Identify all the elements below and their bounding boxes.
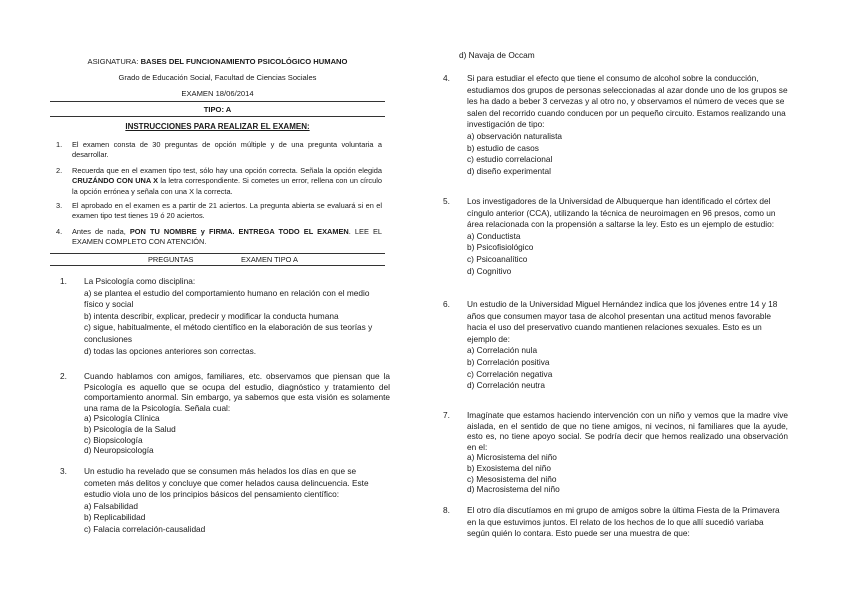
option-d[interactable]: d) Correlación neutra bbox=[467, 380, 545, 391]
question-stem: Un estudio ha revelado que se consumen más helados los días en que se cometen más delitos y concluye que comer helados causa delincuencia. Este estudio viola uno de los principios básicos del pensamiento científico: bbox=[84, 466, 369, 500]
subject-prefix: ASIGNATURA: bbox=[87, 57, 141, 66]
instruction-text bbox=[72, 166, 382, 197]
option-d[interactable]: d) diseño experimental bbox=[467, 165, 551, 176]
option-a[interactable]: a) observación naturalista bbox=[467, 130, 563, 141]
divider bbox=[50, 101, 385, 102]
option-b[interactable]: b) estudio de casos bbox=[467, 142, 539, 153]
instruction-bold: PON TU NOMBRE y FIRMA. ENTREGA TODO EL EXAMEN bbox=[129, 227, 349, 236]
option-a[interactable]: a) Falsabilidad bbox=[84, 500, 138, 511]
instruction-text: El examen consta de 30 preguntas de opción múltiple y de una pregunta voluntaria a desarrollar. bbox=[72, 140, 382, 160]
option-b[interactable]: b) Psicología de la Salud bbox=[84, 423, 176, 434]
instruction-number: 4. bbox=[56, 227, 63, 236]
instruction-number: 3. bbox=[56, 201, 63, 210]
question-stem: Cuando hablamos con amigos, familiares, etc. observamos que piensan que la Psicología es aquello que se ocupa del estudio, diagnóstico y tratamiento del comportamiento anormal. Sin embargo, ya sabemos que esta visión es solamente una rama de la Psicología. Señala cual: bbox=[84, 371, 390, 413]
option-b[interactable]: b) Replicabilidad bbox=[84, 512, 146, 523]
question-number: 5. bbox=[443, 196, 450, 206]
instruction-text bbox=[72, 227, 382, 248]
option-c[interactable]: c) Falacia correlación-causalidad bbox=[84, 523, 206, 534]
question-4 bbox=[443, 73, 788, 177]
question-3 bbox=[60, 466, 390, 536]
option-a[interactable]: a) Microsistema del niño bbox=[467, 452, 557, 463]
instruction-number: 2. bbox=[56, 166, 63, 175]
option-d[interactable]: d) todas las opciones anteriores son correctas. bbox=[84, 345, 257, 356]
question-stem: El otro día discutíamos en mi grupo de amigos sobre la última Fiesta de la Primavera en la que estuvimos juntos. El relato de los hechos de lo que allí sucedió variaba según quién lo contara. Esto puede ser una muestra de que: bbox=[467, 505, 780, 539]
option-a[interactable]: a) Conductista bbox=[467, 230, 521, 241]
question-stem: La Psicología como disciplina: bbox=[84, 276, 196, 286]
question-number: 1. bbox=[60, 276, 67, 286]
question-stem: Los investigadores de la Universidad de Albuquerque han identificado el córtex del cíngulo anterior (CCA), utilizando la técnica de neuroimagen en 96 presos, como un área relacionada con la propensión a saltarse la ley. Esto es un ejemplo de estudio: bbox=[467, 196, 776, 230]
instruction-item bbox=[56, 227, 382, 248]
question-8 bbox=[443, 505, 788, 540]
option-b[interactable]: b) Exosistema del niño bbox=[467, 462, 551, 473]
subject-line bbox=[50, 57, 385, 66]
exam-type-label: EXAMEN TIPO A bbox=[241, 255, 298, 264]
option-a[interactable]: a) se plantea el estudio del comportamiento humano en relación con el medio físico y social bbox=[84, 287, 370, 310]
instruction-bold: CRUZÁNDO CON UNA X bbox=[72, 176, 159, 186]
instruction-item bbox=[56, 140, 382, 161]
instructions-title: INSTRUCCIONES PARA REALIZAR EL EXAMEN: bbox=[125, 122, 310, 131]
instruction-item bbox=[56, 201, 382, 222]
option-d[interactable]: d) Cognitivo bbox=[467, 265, 512, 276]
grade-line: Grado de Educación Social, Facultad de Ciencias Sociales bbox=[118, 73, 317, 82]
option-a[interactable]: a) Psicología Clínica bbox=[84, 413, 160, 424]
question-number: 7. bbox=[443, 410, 450, 420]
question-stem: Imagínate que estamos haciendo intervención con un niño y vemos que la madre vive aislada, en el sentido de que no tiene amigos, ni vecinos, ni familiares que la ayude, esto es, no tiene apoyo social. Se podría decir que hemos realizado una observación en el: bbox=[467, 410, 788, 452]
option-d[interactable]: d) Navaja de Occam bbox=[459, 50, 535, 60]
option-a[interactable]: a) Correlación nula bbox=[467, 345, 538, 356]
questions-header-bar bbox=[50, 253, 385, 266]
option-c[interactable]: c) sigue, habitualmente, el método científico en la elaboración de sus teorías y conclusiones bbox=[84, 322, 373, 344]
divider bbox=[50, 116, 385, 117]
exam-type: TIPO: A bbox=[203, 105, 232, 114]
question-7 bbox=[443, 410, 788, 495]
question-5 bbox=[443, 196, 788, 277]
question-2 bbox=[60, 371, 390, 456]
question-1 bbox=[60, 276, 390, 357]
instruction-text-part: . LEE EL EXAMEN COMPLETO CON ATENCIÓN. bbox=[72, 227, 383, 247]
question-number: 3. bbox=[60, 466, 67, 476]
subject-name: BASES DEL FUNCIONAMIENTO PSICOLÓGICO HUMANO bbox=[140, 57, 348, 66]
option-b[interactable]: b) intenta describir, explicar, predecir y modificar la conducta humana bbox=[84, 310, 339, 321]
instruction-number: 1. bbox=[56, 140, 63, 149]
instruction-text-part: Recuerda que en el examen tipo test, sólo hay una opción correcta. Señala la opción elegida bbox=[72, 166, 382, 175]
option-c[interactable]: c) Biopsicología bbox=[84, 434, 143, 445]
option-b[interactable]: b) Psicofisiológico bbox=[467, 242, 534, 253]
question-stem: Un estudio de la Universidad Miguel Hernández indica que los jóvenes entre 14 y 18 años que consumen mayor tasa de alcohol presentan una actitud menos favorable hacia el uso del preservativo cuando mantienen relaciones sexuales. Esto es un ejemplo de: bbox=[467, 299, 778, 344]
question-number: 6. bbox=[443, 299, 450, 309]
option-d[interactable]: d) Macrosistema del niño bbox=[467, 484, 560, 495]
option-d[interactable]: d) Neuropsicología bbox=[84, 445, 154, 456]
exam-date: EXAMEN 18/06/2014 bbox=[181, 89, 254, 98]
question-number: 8. bbox=[443, 505, 450, 515]
question-6 bbox=[443, 299, 788, 392]
option-c[interactable]: c) Mesosistema del niño bbox=[467, 473, 557, 484]
option-c[interactable]: c) Correlación negativa bbox=[467, 368, 553, 379]
questions-label: PREGUNTAS bbox=[148, 255, 194, 264]
instruction-text-part: Antes de nada, bbox=[72, 227, 130, 236]
option-b[interactable]: b) Correlación positiva bbox=[467, 356, 550, 367]
instruction-text: El aprobado en el examen es a partir de 21 aciertos. La pregunta abierta se evaluará si en el examen tipo test tienes 19 ó 20 aciertos. bbox=[72, 201, 382, 221]
option-c[interactable]: c) Psicoanalítico bbox=[467, 253, 528, 264]
instruction-item bbox=[56, 166, 382, 197]
question-number: 4. bbox=[443, 73, 450, 83]
instruction-text-part: la letra correspondiente. Si cometes un error, rellena con un círculo la opción errónea y señala con una X la correcta. bbox=[72, 176, 382, 196]
option-c[interactable]: c) estudio correlacional bbox=[467, 154, 553, 165]
question-number: 2. bbox=[60, 371, 67, 381]
question-stem: Si para estudiar el efecto que tiene el consumo de alcohol sobre la conducción, estudiamos dos grupos de personas seleccionadas al azar donde uno de los grupos se les ha dado a beber 3 cervezas y al otro no, y observamos el número de veces que se salen del recorrido cuando conducen por un pequeño circuito. Estamos realizando una investigación de tipo: bbox=[467, 73, 788, 130]
